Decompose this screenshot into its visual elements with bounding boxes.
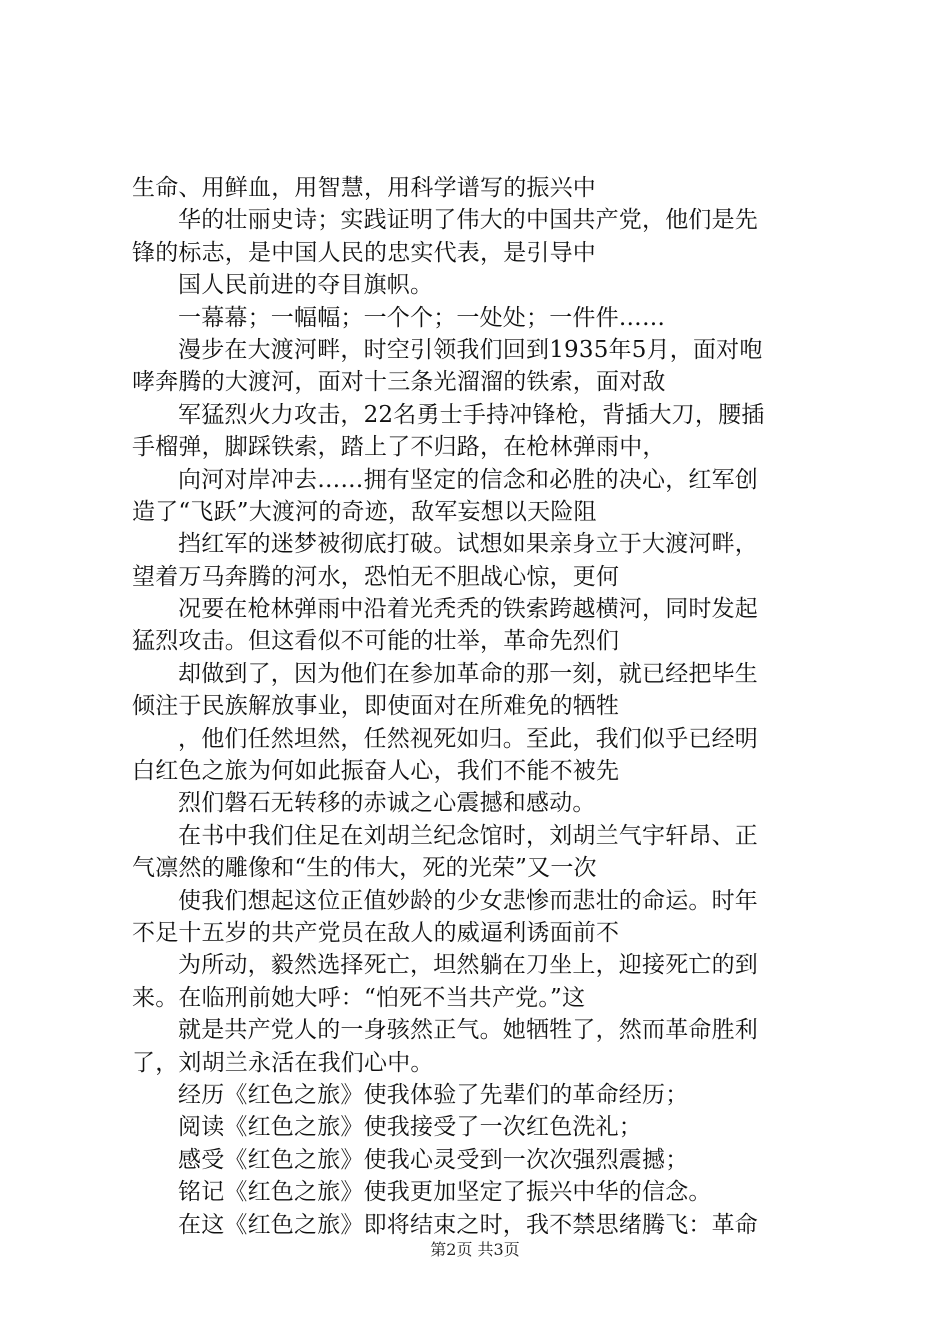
text-line: 却做到了，因为他们在参加革命的那一刻，就已经把毕生 (178, 660, 758, 687)
text-line: 向河对岸冲去……拥有坚定的信念和必胜的决心，红军创 (178, 466, 758, 493)
text-line: 使我们想起这位正值妙龄的少女悲惨而悲壮的命运。时年 (178, 887, 758, 914)
text-line: 烈们磐石无转移的赤诚之心震撼和感动。 (178, 790, 596, 817)
text-line: 白红色之旅为何如此振奋人心，我们不能不被先 (132, 758, 620, 785)
text-line: 哮奔腾的大渡河，面对十三条光溜溜的铁索，面对敌 (132, 369, 666, 396)
text-line: 倾注于民族解放事业，即使面对在所难免的牺牲 (132, 693, 620, 720)
text-line: 生命、用鲜血，用智慧，用科学谱写的振兴中 (132, 175, 596, 201)
text-line: 不足十五岁的共产党员在敌人的威逼利诱面前不 (132, 919, 620, 946)
text-line: 锋的标志，是中国人民的忠实代表，是引导中 (132, 239, 596, 266)
text-line: 来。在临刑前她大呼：“怕死不当共产党。”这 (132, 984, 586, 1011)
text-line: 手榴弹，脚踩铁索，踏上了不归路，在枪林弹雨中， (132, 434, 666, 461)
text-line: 挡红军的迷梦被彻底打破。试想如果亲身立于大渡河畔， (178, 531, 758, 558)
text-line: 在书中我们住足在刘胡兰纪念馆时，刘胡兰气宇轩昂、正 (178, 822, 758, 849)
text-line: 华的壮丽史诗；实践证明了伟大的中国共产党，他们是先 (178, 207, 758, 234)
text-line: 在这《红色之旅》即将结束之时，我不禁思绪腾飞：革命 (178, 1211, 758, 1238)
document-body (132, 172, 832, 1241)
text-line: 铭记《红色之旅》使我更加坚定了振兴中华的信念。 (178, 1179, 712, 1206)
text-line: 军猛烈火力攻击，22名勇士手持冲锋枪，背插大刀，腰插 (178, 401, 765, 428)
text-line: 国人民前进的夺目旗帜。 (178, 272, 434, 299)
text-line: 阅读《红色之旅》使我接受了一次红色洗礼； (178, 1114, 642, 1141)
text-line: 况要在枪林弹雨中沿着光秃秃的铁索跨越横河，同时发起 (178, 596, 758, 623)
text-line: 造了“飞跃”大渡河的奇迹，敌军妄想以天险阻 (132, 498, 597, 525)
text-line: ，他们任然坦然，任然视死如归。至此，我们似乎已经明 (178, 725, 758, 752)
text-line: 漫步在大渡河畔，时空引领我们回到1935年5月，面对咆 (178, 336, 763, 363)
text-line: 猛烈攻击。但这看似不可能的壮举，革命先烈们 (132, 628, 620, 655)
text-line: 一幕幕；一幅幅；一个个；一处处；一件件…… (178, 304, 666, 331)
text-line: 感受《红色之旅》使我心灵受到一次次强烈震撼； (178, 1146, 689, 1173)
text-line: 经历《红色之旅》使我体验了先辈们的革命经历； (178, 1081, 689, 1108)
text-line: 就是共产党人的一身骇然正气。她牺牲了，然而革命胜利 (178, 1017, 758, 1044)
text-line: 为所动，毅然选择死亡，坦然躺在刀坐上，迎接死亡的到 (178, 952, 758, 979)
text-line: 了，刘胡兰永活在我们心中。 (132, 1049, 434, 1076)
text-line: 气凛然的雕像和“生的伟大，死的光荣”又一次 (132, 855, 597, 882)
page-footer: 第2页 共3页 (430, 1240, 520, 1259)
text-line: 望着万马奔腾的河水，恐怕无不胆战心惊，更何 (132, 563, 620, 590)
